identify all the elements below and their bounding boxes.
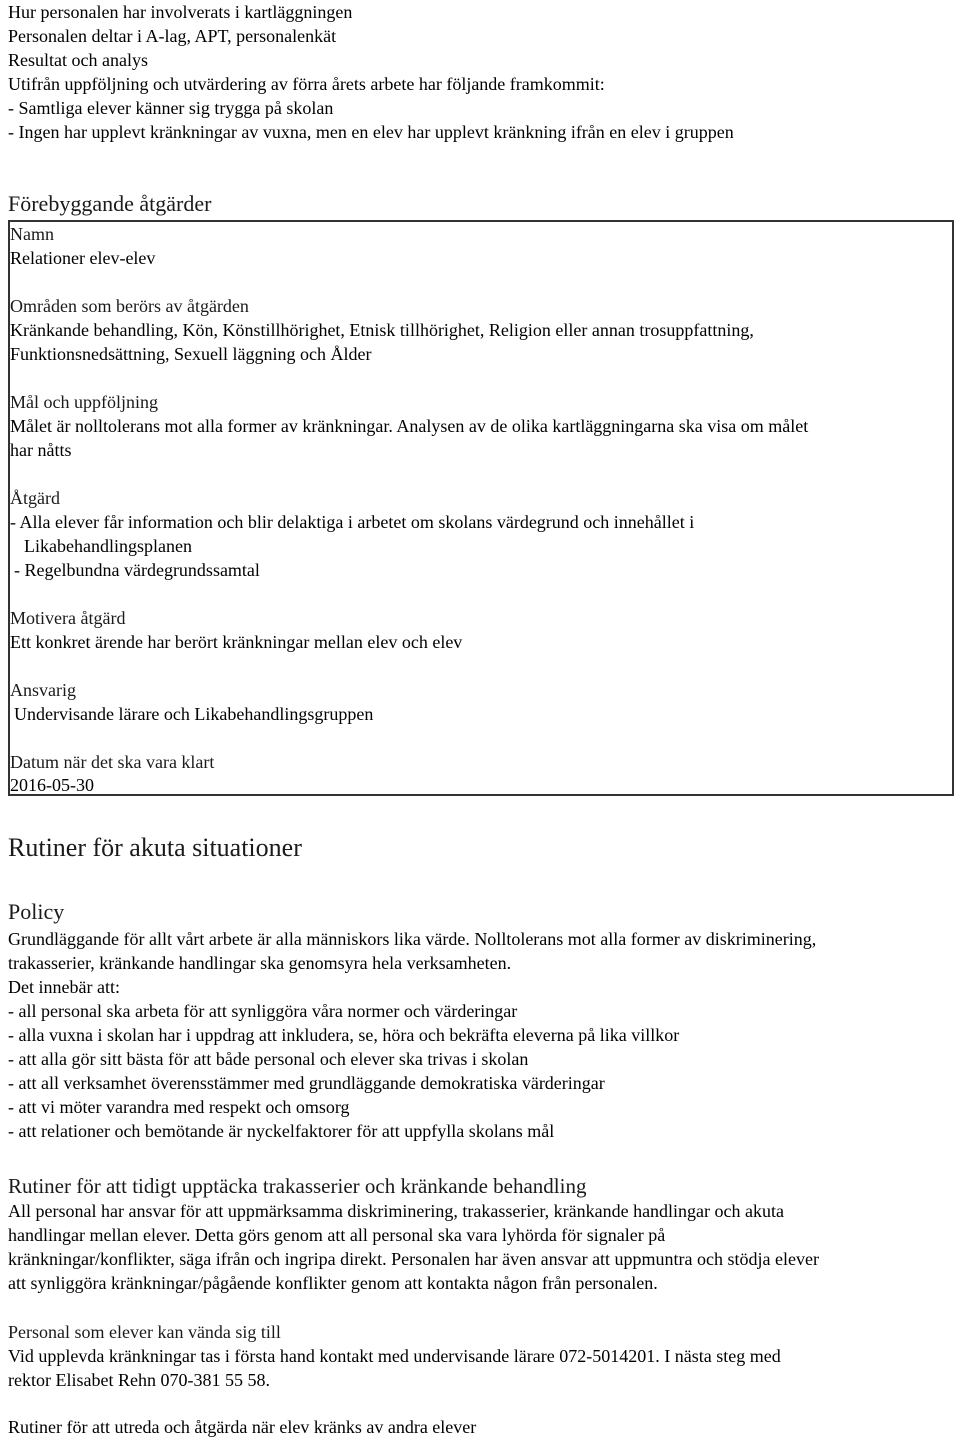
- date-label: Datum när det ska vara klart: [10, 752, 215, 772]
- preventive-heading: Förebyggande åtgärder: [8, 191, 212, 216]
- date-value: 2016-05-30: [10, 775, 94, 795]
- intro-line: - Samtliga elever känner sig trygga på skolan: [8, 98, 334, 118]
- policy-line: - att all verksamhet överensstämmer med grundläggande demokratiska värderingar: [8, 1073, 605, 1093]
- contact-line: rektor Elisabet Rehn 070-381 55 58.: [8, 1370, 270, 1390]
- intro-line: Hur personalen har involverats i kartläggningen: [8, 2, 353, 22]
- contact-label: Personal som elever kan vända sig till: [8, 1322, 281, 1342]
- preventive-measure-box: [8, 220, 954, 796]
- policy-line: - att vi möter varandra med respekt och omsorg: [8, 1097, 350, 1117]
- policy-line: - all personal ska arbeta för att synliggöra våra normer och värderingar: [8, 1001, 518, 1021]
- policy-line: - att relationer och bemötande är nyckelfaktorer för att uppfylla skolans mål: [8, 1121, 555, 1141]
- name-value: Relationer elev-elev: [10, 248, 156, 268]
- policy-line: trakasserier, kränkande handlingar ska genomsyra hela verksamheten.: [8, 953, 512, 973]
- areas-label: Områden som berörs av åtgärden: [10, 296, 249, 316]
- areas-value: Funktionsnedsättning, Sexuell läggning och Ålder: [10, 344, 372, 364]
- goal-value: har nåtts: [10, 440, 72, 460]
- goal-label: Mål och uppföljning: [10, 392, 158, 412]
- policy-line: Grundläggande för allt vårt arbete är alla människors lika värde. Nolltolerans mot alla former av diskriminering,: [8, 929, 817, 949]
- motivate-label: Motivera åtgärd: [10, 608, 126, 628]
- early-line: handlingar mellan elever. Detta görs genom att all personal ska vara lyhörda för signaler på: [8, 1225, 666, 1245]
- responsible-value: Undervisande lärare och Likabehandlingsgruppen: [14, 704, 374, 724]
- early-line: att synliggöra kränkningar/pågående konflikter genom att kontakta någon från personalen.: [8, 1273, 658, 1293]
- areas-value: Kränkande behandling, Kön, Könstillhörighet, Etnisk tillhörighet, Religion eller annan trosuppfattning,: [10, 320, 754, 340]
- policy-heading: Policy: [8, 899, 65, 924]
- routines-heading: Rutiner för akuta situationer: [8, 833, 302, 862]
- intro-line: Utifrån uppföljning och utvärdering av förra årets arbete har följande framkommit:: [8, 74, 605, 94]
- action-value: - Regelbundna värdegrundssamtal: [14, 560, 260, 580]
- intro-line: Personalen deltar i A-lag, APT, personalenkät: [8, 26, 337, 46]
- action-value: - Alla elever får information och blir delaktiga i arbetet om skolans värdegrund och innehållet i: [10, 512, 695, 532]
- early-line: kränkningar/konflikter, säga ifrån och ingripa direkt. Personalen har även ansvar att uppmuntra och stödja elever: [8, 1249, 819, 1269]
- name-label: Namn: [10, 224, 54, 244]
- early-line: All personal har ansvar för att uppmärksamma diskriminering, trakasserier, kränkande handlingar och akuta: [8, 1201, 785, 1221]
- motivate-value: Ett konkret ärende har berört kränkningar mellan elev och elev: [10, 632, 463, 652]
- policy-line: Det innebär att:: [8, 977, 120, 997]
- investigate-heading: Rutiner för att utreda och åtgärda när elev kränks av andra elever: [8, 1417, 477, 1437]
- policy-line: - alla vuxna i skolan har i uppdrag att inkludera, se, höra och bekräfta eleverna på lika villkor: [8, 1025, 680, 1045]
- action-label: Åtgärd: [10, 488, 60, 508]
- policy-line: - att alla gör sitt bästa för att både personal och elever ska trivas i skolan: [8, 1049, 529, 1069]
- responsible-label: Ansvarig: [10, 680, 76, 700]
- intro-line: - Ingen har upplevt kränkningar av vuxna, men en elev har upplevt kränkning ifrån en elev i gruppen: [8, 122, 734, 142]
- intro-line: Resultat och analys: [8, 50, 148, 70]
- early-detection-heading: Rutiner för att tidigt upptäcka trakasserier och kränkande behandling: [8, 1174, 587, 1198]
- action-value: Likabehandlingsplanen: [24, 536, 192, 556]
- goal-value: Målet är nolltolerans mot alla former av kränkningar. Analysen av de olika kartläggningarna ska visa om målet: [10, 416, 809, 436]
- contact-line: Vid upplevda kränkningar tas i första hand kontakt med undervisande lärare 072-5014201. I nästa steg med: [8, 1346, 781, 1366]
